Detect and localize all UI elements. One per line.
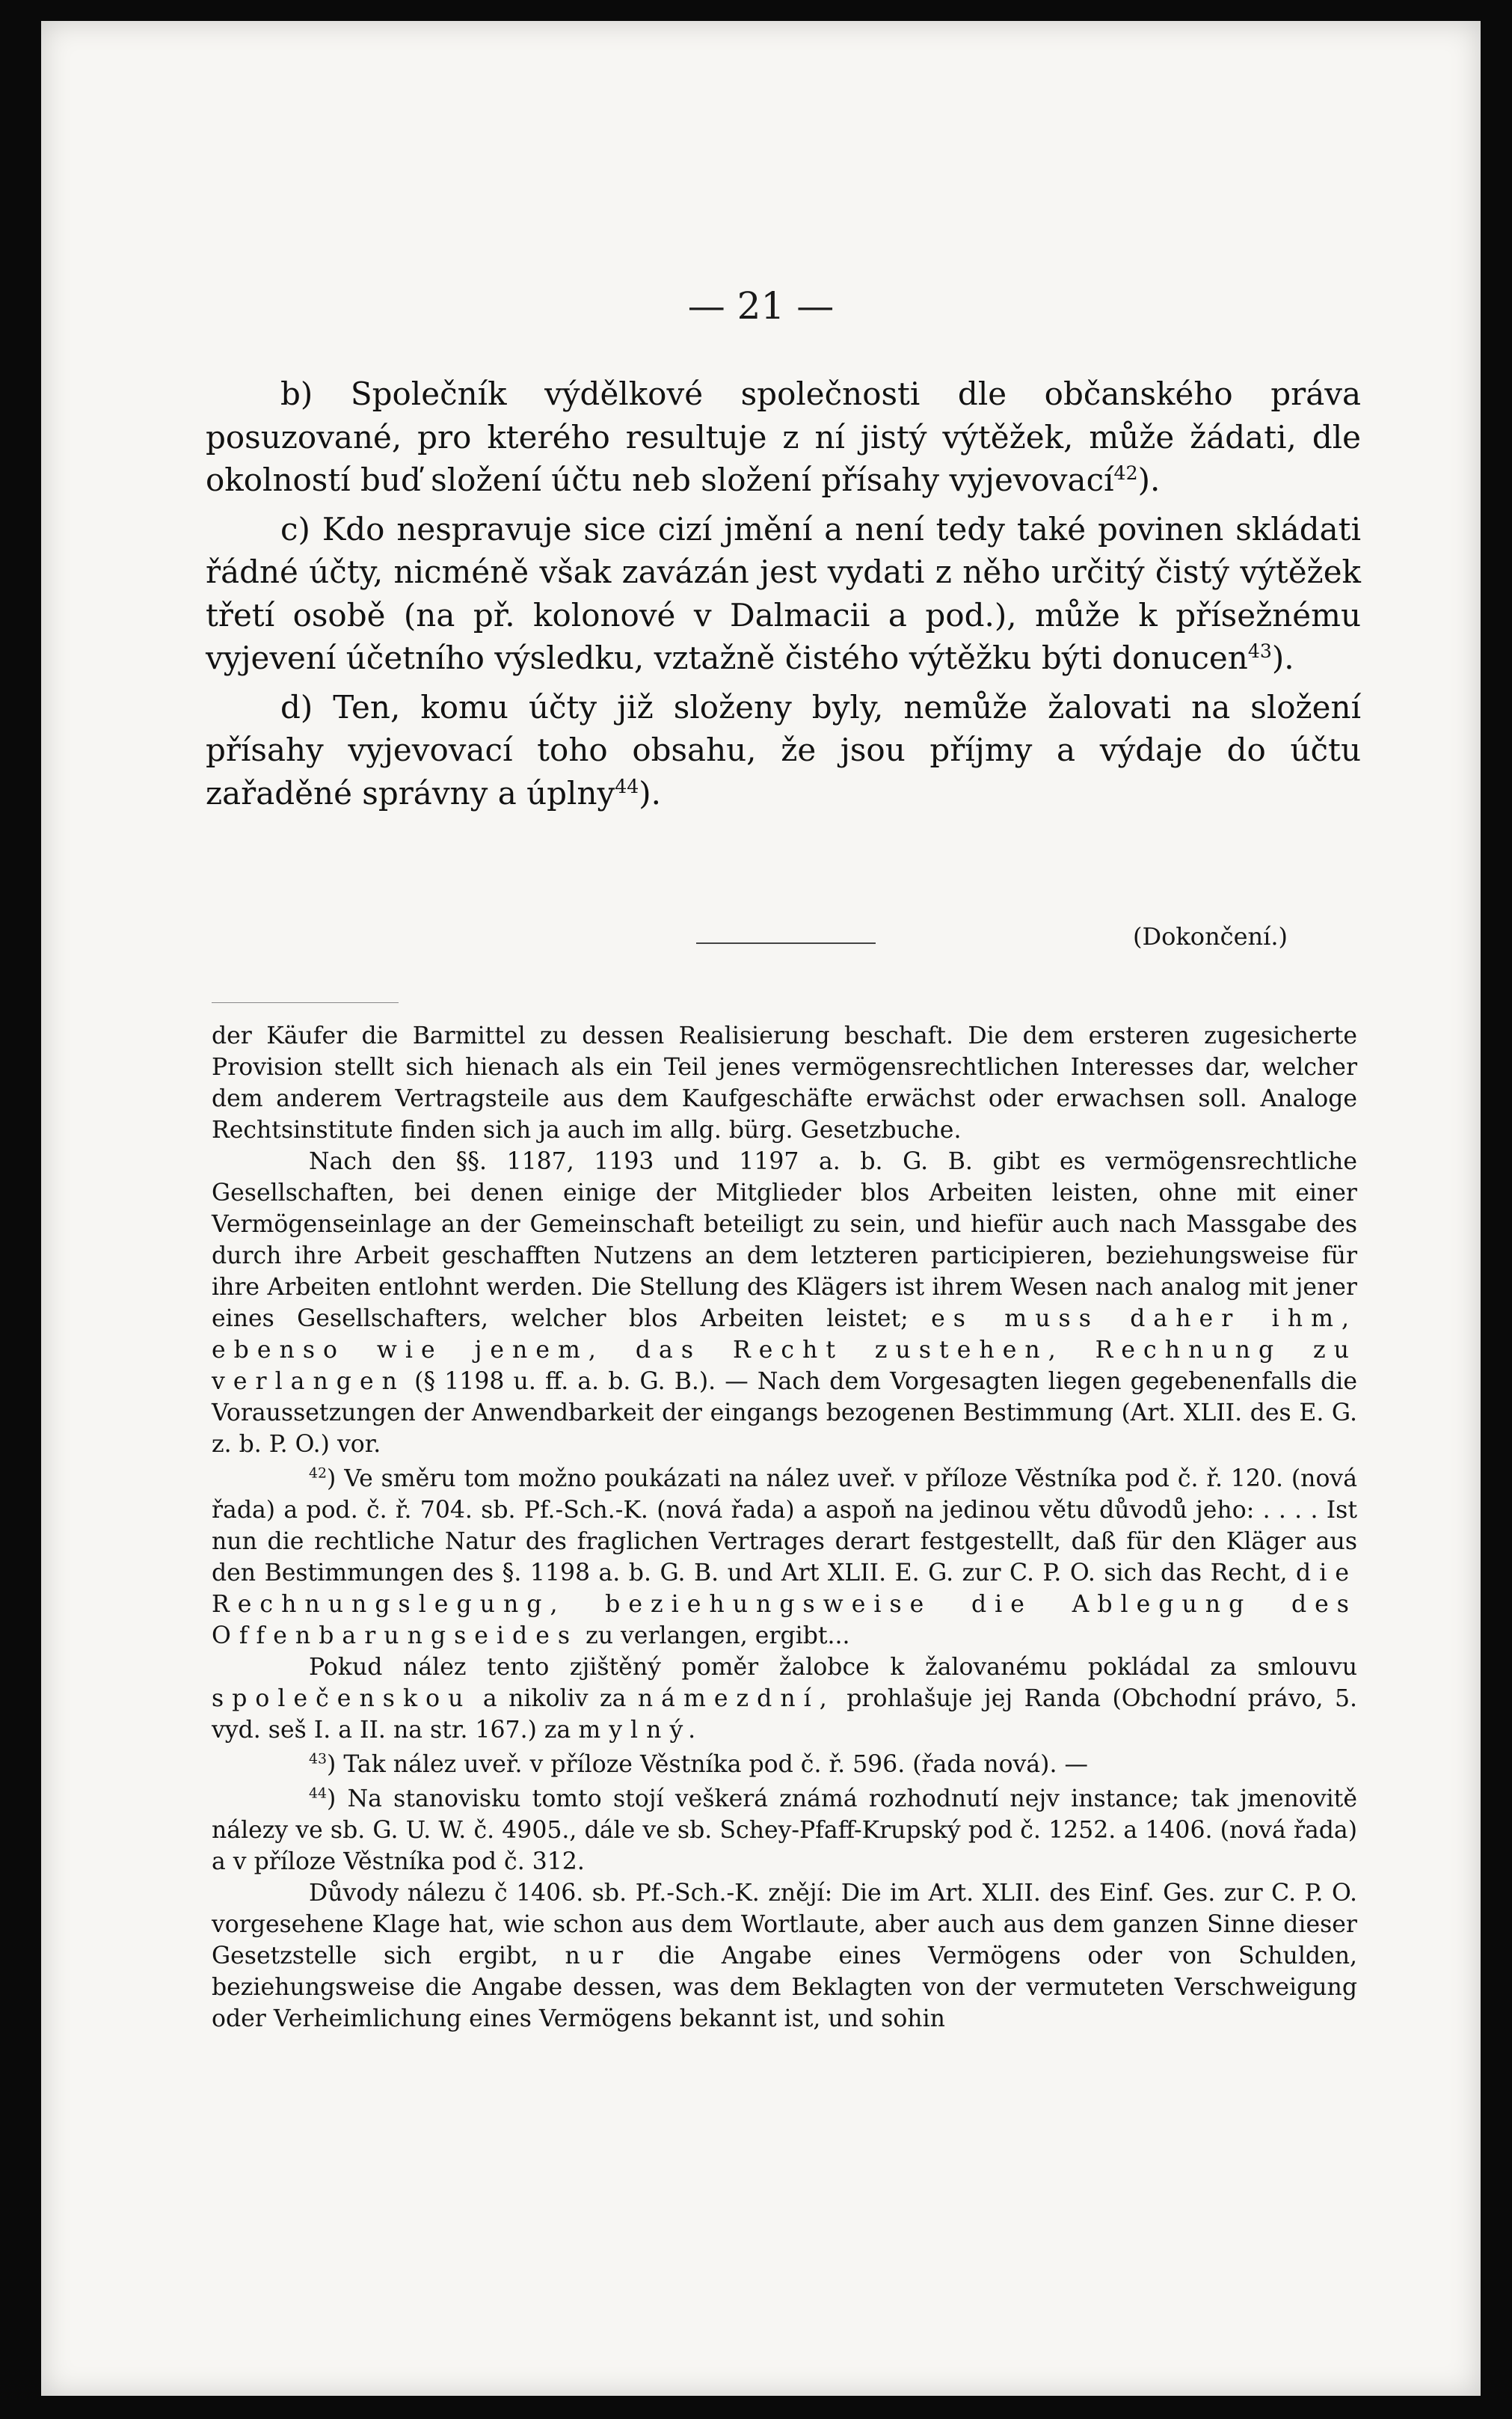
section-divider: [696, 942, 876, 944]
footnote-42: $^{42}$) Ve směru tom možno poukázati na nález uveř. v příloze Věstníka pod č. ř. 120. (nová řada) a pod. č. ř. 704. sb. Pf.-Sch.-K. (nová řada) a aspoň na jedinou větu důvodů jeho: . . . . Ist nun die rechtliche Natur des fraglichen Vertrages derart festgestellt, daß für den Kläger aus den Bestimmungen des §. 1198 a. b. G. B. und Art XLII. E. G. zur C. P. O. sich das Recht, die Rechnungslegung, beziehungsweise die Ablegung des Offenbarungseides zu verlangen, ergibt...: [212, 1465, 1358, 1649]
footnote-44: $^{44}$) Na stanovisku tomto stojí veškerá známá rozhodnutí nejv instance; tak jmenovitě nálezy ve sb. G. U. W. č. 4905., dále ve sb. Schey-Pfaff-Krupský pod č. 1252. a 1406. (nová řada) a v příloze Věstníka pod č. 312.: [212, 1785, 1357, 1875]
paragraph-b: b) Společník výdělkové společnosti dle občanského práva posuzované, pro kterého resultuje z ní jistý výtěžek, může žádati, dle okolností buď složení účtu neb složení přísahy vyjevovací$^{42}$).: [206, 375, 1361, 498]
footnote-ref-42: 42: [1113, 462, 1138, 484]
footnote-44-reasons: Důvody nálezu č 1406. sb. Pf.-Sch.-K. znějí: Die im Art. XLII. des Einf. Ges. zur C. P. O. vorgesehene Klage hat, wie schon aus dem Wortlaute, aber auch aus dem ganzen Sinne dieser Gesetzstelle sich ergibt, nur die Angabe eines Vermögens oder von Schulden, beziehungsweise die Angabe dessen, was dem Beklagten von der vermuteten Verschweigung oder Verheimlichung eines Vermögens bekannt ist, und sohin: [212, 1880, 1358, 2032]
footnote-divider: [212, 1002, 399, 1003]
footnote-ref-43: 43: [1247, 640, 1272, 662]
footnote-43: $^{43}$) Tak nález uveř. v příloze Věstníka pod č. ř. 596. (řada nová). —: [309, 1750, 1088, 1778]
footnote-42-comment: Pokud nález tento zjištěný poměr žalobce k žalovanému pokládal za smlouvu společenskou a nikoliv za námezdní, prohlašuje jej Randa (Obchodní právo, 5. vyd. seš I. a II. na str. 167.) za mylný.: [212, 1654, 1357, 1744]
footnote-continuation-2: Nach den §§. 1187, 1193 und 1197 a. b. G. B. gibt es vermögensrechtliche Gesellschaften, bei denen einige der Mitglieder blos Arbeiten leisten, ohne mit einer Vermögenseinlage an der Gemeinschaft beteiligt zu sein, und hiefür auch nach Massgabe des durch ihre Arbeit geschafften Nutzens an dem letzteren participieren, beziehungsweise für ihre Arbeiten entlohnt werden. Die Stellung des Klägers ist ihrem Wesen nach analog mit jener eines Gesellschafters, welcher blos Arbeiten leistet; es muss daher ihm, ebenso wie jenem, das Recht zustehen, Rechnung zu verlangen (§ 1198 u. ff. a. b. G. B.). — Nach dem Vorgesagten liegen gegebenenfalls die Voraussetzungen der Anwendbarkeit der eingangs bezogenen Bestimmung (Art. XLII. des E. G. z. b. P. O.) vor.: [212, 1148, 1357, 1458]
footnotes: [212, 1020, 1357, 2035]
footnote-continuation-1: der Käufer die Barmittel zu dessen Realisierung beschaft. Die dem ersteren zugesicherte Provision stellt sich hienach als ein Teil jenes vermögensrechtlichen Interesses dar, welcher dem anderem Vertragsteile aus dem Kaufgeschäfte erwächst oder erwachsen soll. Analoge Rechtsinstitute finden sich ja auch im allg. bürg. Gesetzbuche.: [212, 1023, 1357, 1144]
main-text: [206, 372, 1361, 815]
document-page: [41, 21, 1481, 2396]
continuation-mark: (Dokončení.): [1133, 922, 1288, 951]
page-number: — 21 —: [687, 284, 835, 328]
paragraph-c: c) Kdo nespravuje sice cizí jmění a není tedy také povinen skládati řádné účty, nicméně však zavázán jest vydati z něho určitý čistý výtěžek třetí osobě (na př. kolonové v Dalmacii a pod.), může k přísežnému vyjevení účetního výsledku, vztažně čistého výtěžku býti donucen$^{43}$).: [206, 510, 1361, 676]
paragraph-d: d) Ten, komu účty již složeny byly, nemůže žalovati na složení přísahy vyjevovací toho obsahu, že jsou příjmy a výdaje do účtu zařaděné správny a úplny$^{44}$).: [206, 688, 1361, 812]
footnote-ref-44: 44: [615, 775, 639, 797]
